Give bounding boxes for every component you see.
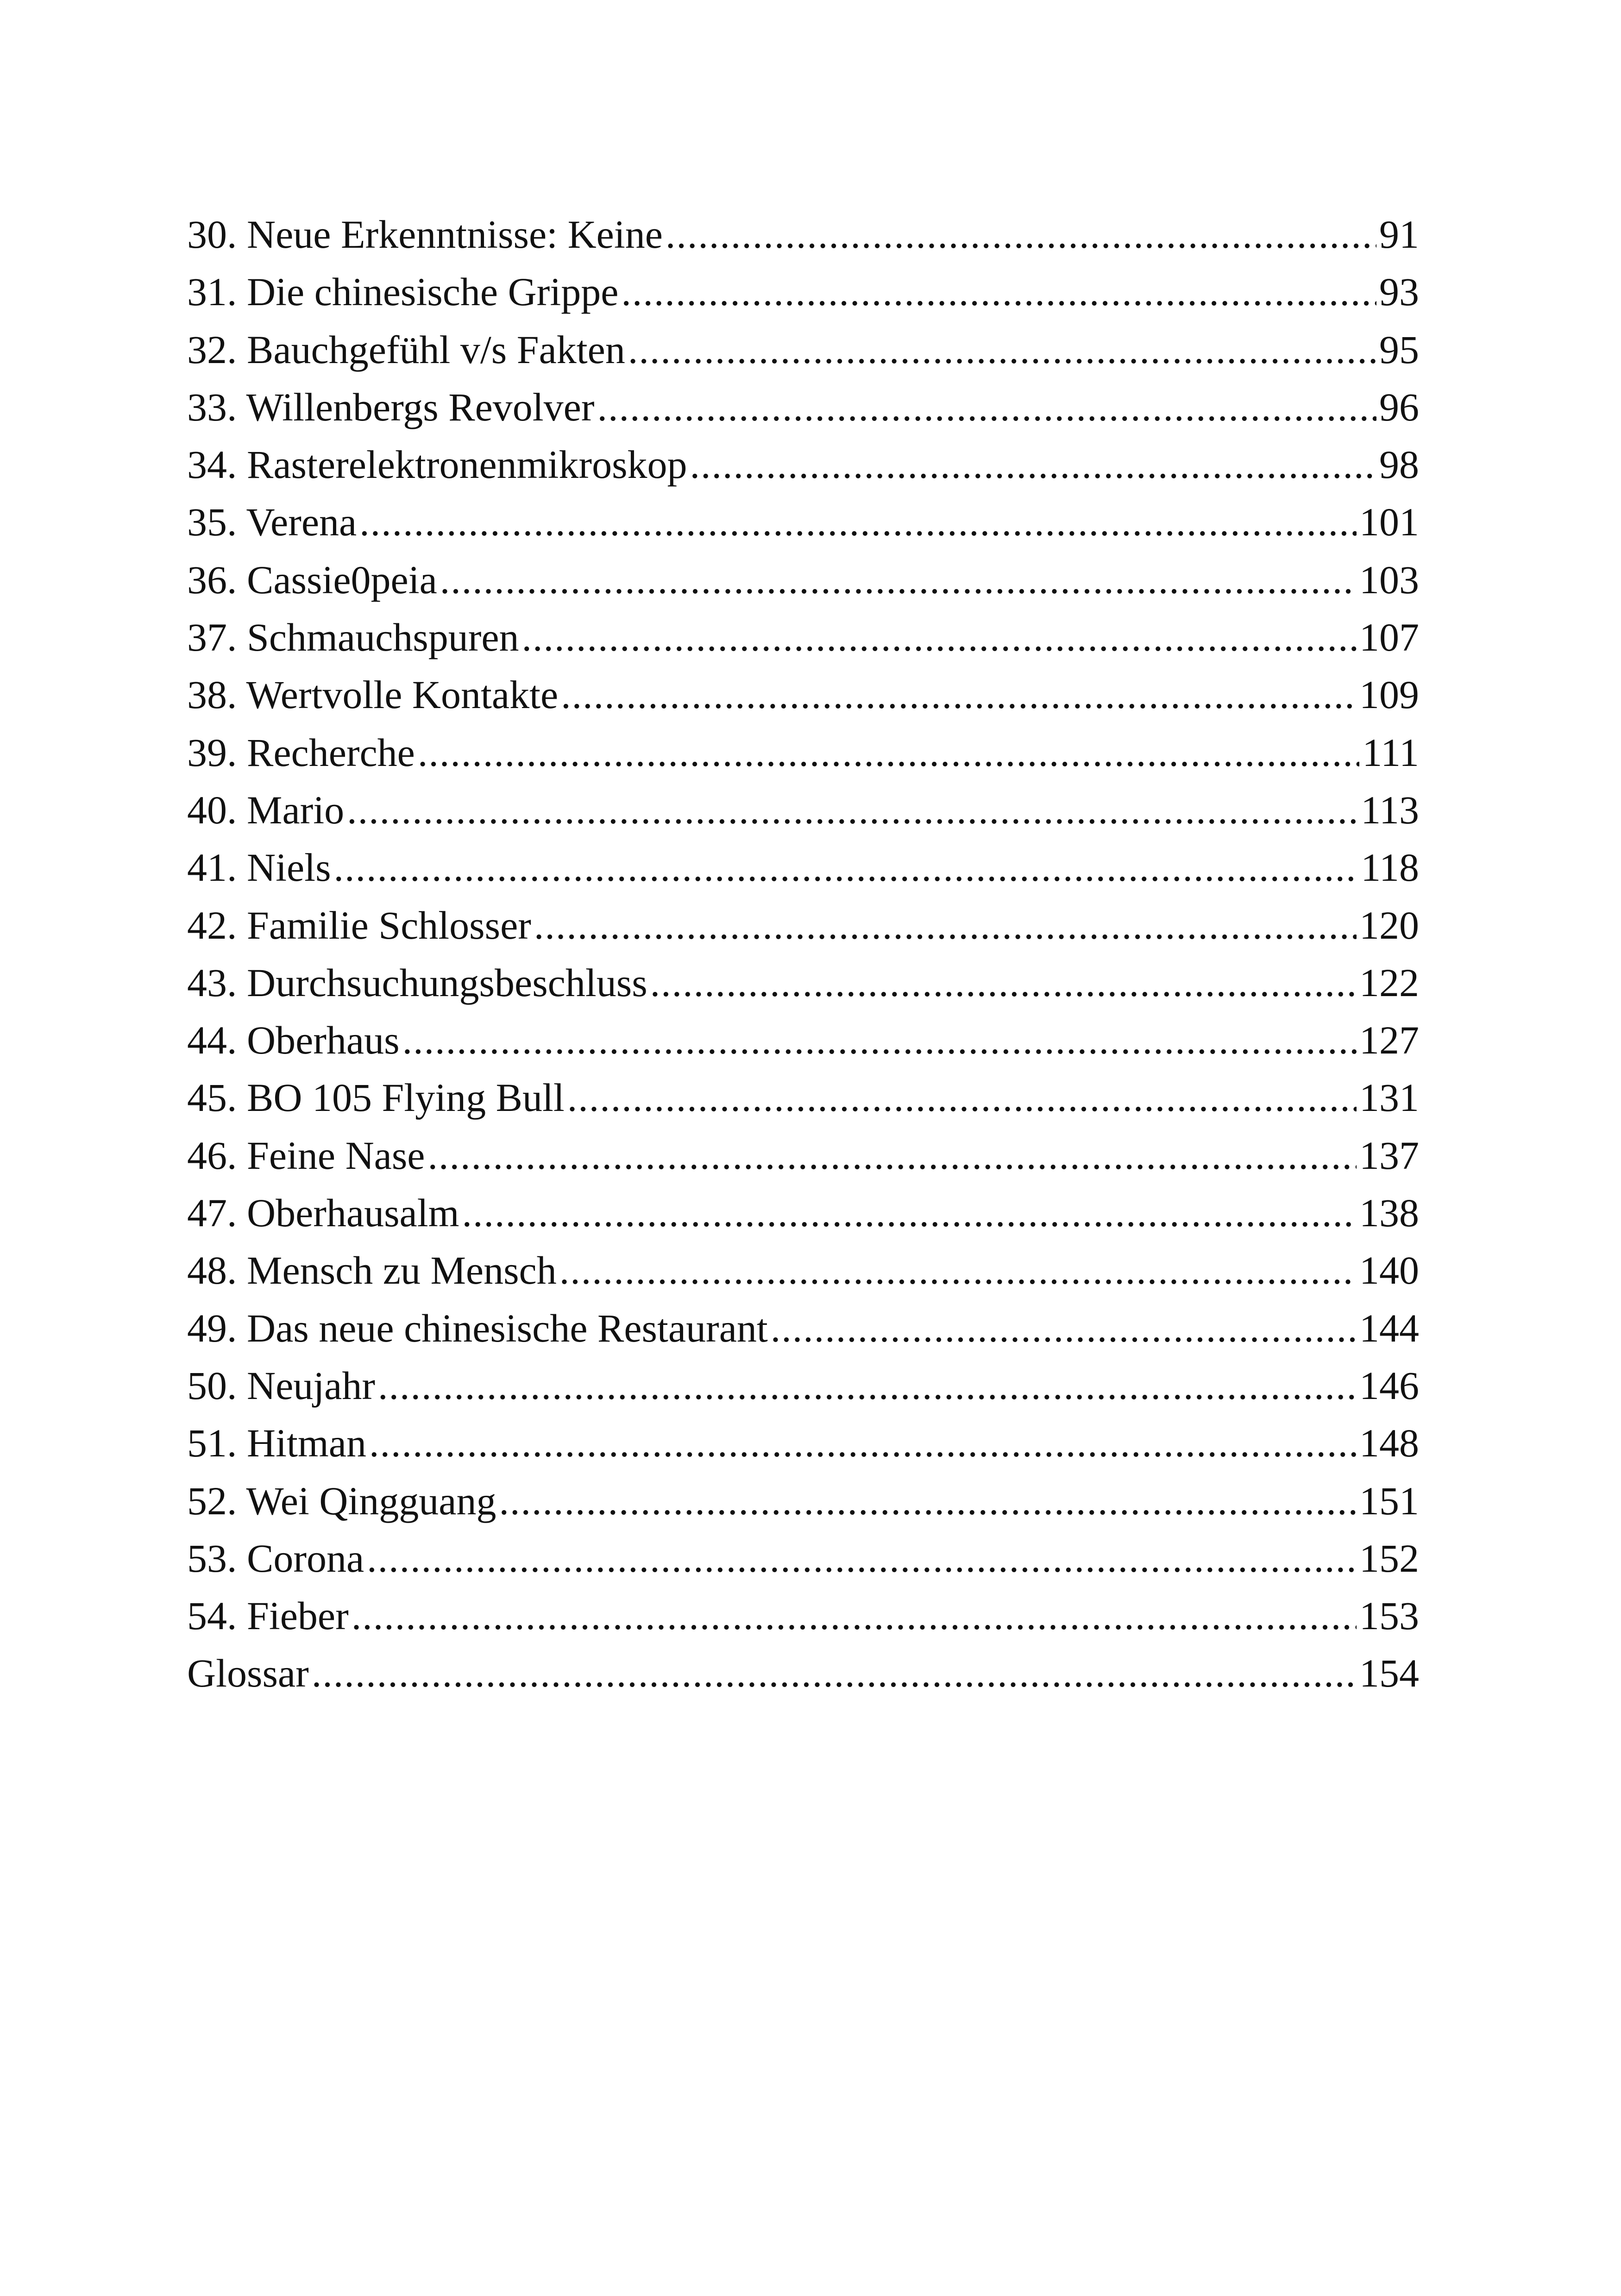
toc-entry [187,1069,1419,1126]
toc-dot-leader [628,321,1376,378]
toc-entry-title: 35. Verena [187,500,357,545]
toc-entry-page-number: 109 [1359,672,1419,717]
toc-dot-leader [418,724,1360,781]
toc-dot-leader [621,263,1376,320]
toc-entry-title: 44. Oberhaus [187,1018,400,1063]
toc-entry-title: 36. Cassie0peia [187,557,437,602]
toc-dot-leader [347,781,1358,839]
toc-entry-page-number: 154 [1359,1651,1419,1696]
toc-entry [187,609,1419,666]
toc-entry-page-number: 118 [1361,845,1419,890]
toc-entry [187,1644,1419,1702]
toc-entry-page-number: 138 [1359,1191,1419,1236]
toc-entry-page-number: 144 [1359,1305,1419,1350]
toc-entry-title: 38. Wertvolle Kontakte [187,672,559,717]
toc-entry-title: 31. Die chinesische Grippe [187,270,619,314]
toc-entry-title: 54. Fieber [187,1593,349,1638]
toc-entry-title: 43. Durchsuchungsbeschluss [187,960,647,1005]
toc-entry [187,321,1419,378]
toc-entry-page-number: 127 [1359,1018,1419,1063]
toc-dot-leader [352,1587,1357,1644]
toc-entry-title: 39. Recherche [187,730,415,775]
toc-entry [187,954,1419,1011]
toc-entry-page-number: 137 [1359,1133,1419,1178]
toc-entry-page-number: 103 [1359,557,1419,602]
toc-entry-page-number: 95 [1379,327,1419,372]
toc-dot-leader [462,1184,1357,1242]
toc-entry [187,1011,1419,1069]
toc-dot-leader [427,1127,1357,1184]
toc-entry-title: 49. Das neue chinesische Restaurant [187,1305,768,1350]
toc-entry [187,1472,1419,1530]
toc-entry [187,1299,1419,1357]
toc-entry [187,378,1419,436]
toc-entry-page-number: 140 [1359,1248,1419,1293]
toc-dot-leader [690,436,1376,493]
toc-entry [187,1357,1419,1414]
toc-dot-leader [369,1414,1357,1472]
toc-entry [187,724,1419,781]
toc-entry-title: 45. BO 105 Flying Bull [187,1075,565,1120]
toc-entry-page-number: 120 [1359,903,1419,947]
toc-entry-page-number: 91 [1379,212,1419,257]
toc-dot-leader [402,1011,1357,1069]
toc-entry-title: 30. Neue Erkenntnisse: Keine [187,212,663,257]
toc-entry [187,666,1419,723]
toc-entry-page-number: 101 [1359,500,1419,545]
toc-entry [187,1184,1419,1242]
toc-entry-page-number: 107 [1359,615,1419,660]
toc-entry [187,493,1419,551]
toc-dot-leader [561,666,1357,723]
toc-entry-page-number: 153 [1359,1593,1419,1638]
toc-entry-page-number: 122 [1359,960,1419,1005]
toc-entry-page-number: 113 [1361,787,1419,832]
toc-dot-leader [771,1299,1357,1357]
toc-entry [187,897,1419,954]
toc-dot-leader [567,1069,1357,1126]
toc-entry-page-number: 111 [1362,730,1419,775]
toc-entry-title: 47. Oberhausalm [187,1191,459,1236]
toc-entry-title: 50. Neujahr [187,1363,375,1408]
toc-dot-leader [650,954,1357,1011]
toc-entry-page-number: 93 [1379,270,1419,314]
toc-dot-leader [334,839,1358,896]
toc-entry [187,551,1419,609]
toc-entry-title: 32. Bauchgefühl v/s Fakten [187,327,625,372]
toc-dot-leader [559,1242,1357,1299]
toc-dot-leader [378,1357,1357,1414]
toc-entry-title: 52. Wei Qingguang [187,1478,496,1523]
toc-entry [187,781,1419,839]
toc-entry-title: 34. Rasterelektronenmikroskop [187,442,687,487]
toc-entry-title: 51. Hitman [187,1421,366,1466]
toc-entry [187,263,1419,320]
toc-dot-leader [312,1644,1357,1702]
toc-entry-title: Glossar [187,1651,309,1696]
toc-dot-leader [522,609,1357,666]
toc-entry-title: 48. Mensch zu Mensch [187,1248,557,1293]
toc-dot-leader [367,1530,1357,1587]
toc-entry [187,1530,1419,1587]
toc-dot-leader [534,897,1357,954]
toc-entry [187,1242,1419,1299]
toc-entry-title: 37. Schmauchspuren [187,615,519,660]
toc-dot-leader [597,378,1376,436]
toc-entry-title: 53. Corona [187,1536,364,1581]
toc-entry [187,839,1419,896]
toc-dot-leader [359,493,1357,551]
toc-dot-leader [666,206,1376,263]
toc-entry [187,1587,1419,1644]
toc-entry-page-number: 98 [1379,442,1419,487]
toc-entry [187,206,1419,263]
toc-entry-page-number: 151 [1359,1478,1419,1523]
toc-entry-title: 41. Niels [187,845,331,890]
toc-entry-title: 42. Familie Schlosser [187,903,531,947]
toc-entry-page-number: 146 [1359,1363,1419,1408]
toc-entry-title: 33. Willenbergs Revolver [187,384,595,429]
toc-entry-page-number: 96 [1379,384,1419,429]
toc-dot-leader [440,551,1357,609]
toc-dot-leader [499,1472,1357,1530]
toc-entry-title: 40. Mario [187,787,345,832]
toc-entry [187,436,1419,493]
table-of-contents [187,206,1419,1702]
toc-entry [187,1414,1419,1472]
toc-entry-page-number: 148 [1359,1421,1419,1466]
toc-entry-page-number: 131 [1359,1075,1419,1120]
toc-entry-title: 46. Feine Nase [187,1133,425,1178]
toc-entry-page-number: 152 [1359,1536,1419,1581]
toc-entry [187,1127,1419,1184]
